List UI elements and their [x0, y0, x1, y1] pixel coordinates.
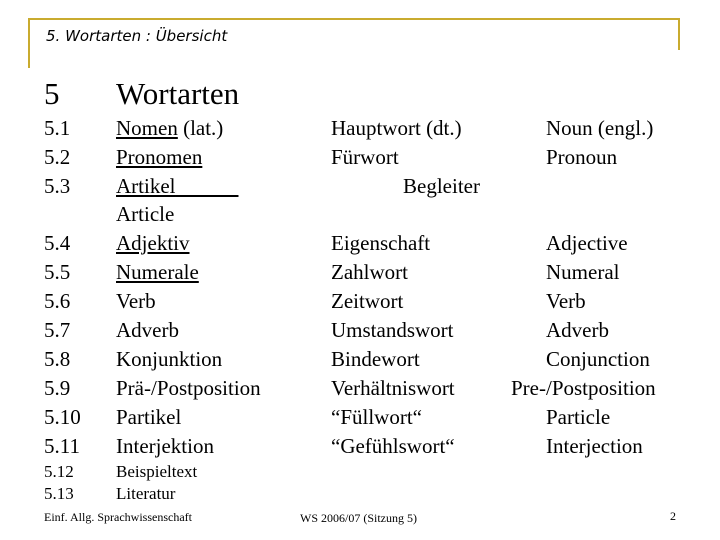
english-label: Numeral	[546, 260, 620, 284]
german-label: Umstandswort	[331, 318, 454, 342]
term-label: Adjektiv	[116, 231, 190, 255]
german-label: Begleiter	[403, 174, 480, 198]
row-number: 5.8	[44, 347, 71, 371]
german-label: Zahlwort	[331, 260, 408, 284]
german-label: Hauptwort (dt.)	[331, 116, 462, 140]
term-label: Nomen	[116, 116, 178, 140]
heading-number: 5	[44, 76, 60, 111]
slide-header-title: 5. Wortarten : Übersicht	[46, 27, 228, 45]
english-label: Article	[116, 202, 175, 226]
german-label: Bindewort	[331, 347, 420, 371]
term-label: Numerale	[116, 260, 199, 284]
english-label: Particle	[546, 405, 611, 429]
extra-label: Literatur	[116, 484, 176, 503]
term-label: Verb	[116, 289, 156, 313]
extra-number: 5.12	[44, 462, 74, 481]
english-label: Conjunction	[546, 347, 650, 371]
row-number: 5.2	[44, 145, 71, 169]
english-label: Noun (engl.)	[546, 116, 654, 140]
german-label: Fürwort	[331, 145, 399, 169]
term-label: Prä-/Postposition	[116, 376, 261, 400]
footer-session: WS 2006/07 (Sitzung 5)	[300, 511, 417, 525]
english-label: Adverb	[546, 318, 609, 342]
row-number: 5.7	[44, 318, 71, 342]
german-label: Verhältniswort	[331, 376, 455, 400]
heading-title: Wortarten	[116, 76, 240, 111]
english-label: Pre-/Postposition	[511, 376, 656, 400]
row-number: 5.1	[44, 116, 71, 140]
german-label: Zeitwort	[331, 289, 404, 313]
header-rule-left	[28, 18, 30, 68]
term-label: Interjektion	[116, 434, 214, 458]
row-number: 5.9	[44, 376, 71, 400]
row-number: 5.4	[44, 231, 71, 255]
term-label: Adverb	[116, 318, 179, 342]
english-label: Pronoun	[546, 145, 618, 169]
extra-label: Beispieltext	[116, 462, 198, 481]
german-label: Eigenschaft	[331, 231, 431, 255]
header-rule	[28, 18, 680, 20]
term-label: Partikel	[116, 405, 182, 429]
english-label: Interjection	[546, 434, 643, 458]
row-number: 5.11	[44, 434, 80, 458]
row-number: 5.6	[44, 289, 71, 313]
row-number: 5.10	[44, 405, 81, 429]
row-number: 5.3	[44, 174, 71, 198]
term-underline-gap	[175, 174, 238, 198]
extra-number: 5.13	[44, 484, 74, 503]
term-artikel	[116, 172, 238, 201]
term-suffix: (lat.)	[177, 116, 224, 140]
german-label: “Gefühlswort“	[331, 434, 455, 458]
term-label: Pronomen	[116, 145, 203, 169]
term-label: Konjunktion	[116, 347, 223, 371]
english-label: Verb	[546, 289, 586, 313]
footer-course: Einf. Allg. Sprachwissenschaft	[44, 510, 192, 524]
term-label: Artikel	[116, 174, 176, 198]
german-label: “Füllwort“	[331, 405, 422, 429]
english-label: Adjective	[546, 231, 628, 255]
header-rule-right	[678, 18, 680, 50]
term-nomen	[116, 114, 223, 143]
page-number: 2	[670, 509, 676, 523]
row-number: 5.5	[44, 260, 71, 284]
